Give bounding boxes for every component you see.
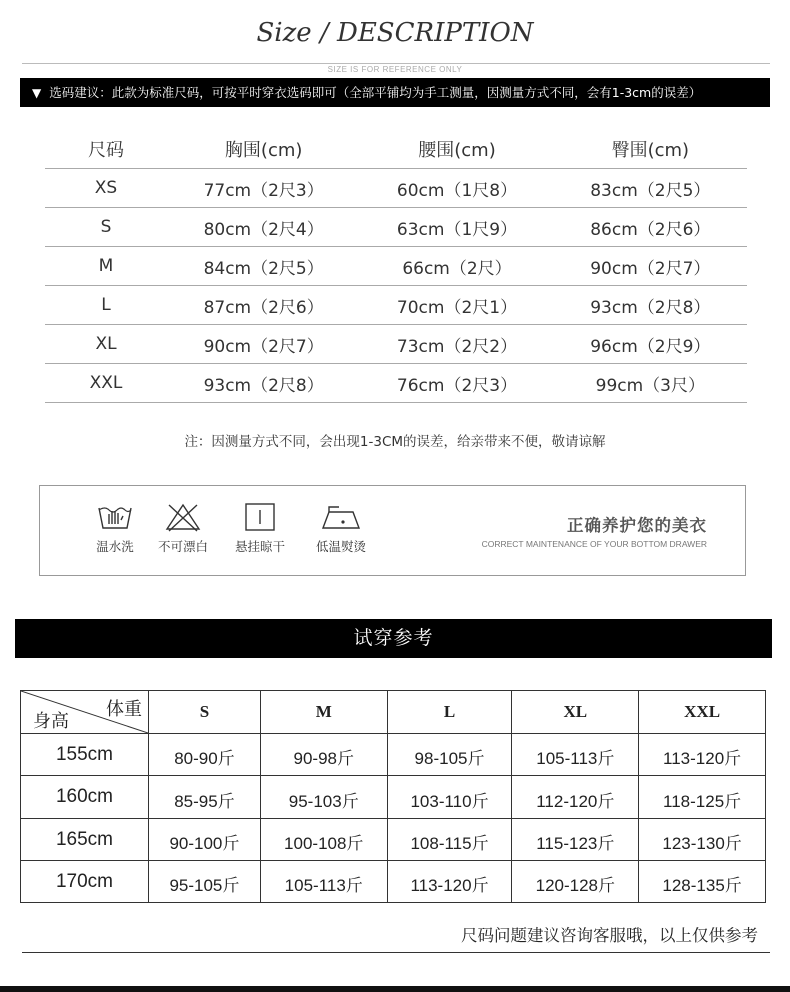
weight-cell: 90-100斤	[149, 818, 261, 860]
weight-cell: 98-105斤	[387, 734, 512, 776]
table-row	[21, 776, 766, 818]
weight-cell: 105-113斤	[260, 860, 387, 902]
waist-cell: 76cm（2尺3）	[360, 364, 553, 403]
size-advice-text: 选码建议：此款为标准尺码，可按平时穿衣选码即可（全部平铺均为手工测量，因测量方式不同，会有1-3cm的误差）	[49, 85, 702, 100]
bust-cell: 77cm（2尺3）	[167, 169, 360, 208]
size-header: XXL	[639, 691, 766, 734]
low-iron-icon	[319, 502, 363, 532]
weight-cell: 103-110斤	[387, 776, 512, 818]
hang-dry-icon	[240, 502, 280, 532]
size-chart-header: 臀围(cm)	[554, 130, 747, 169]
bust-cell: 87cm（2尺6）	[167, 286, 360, 325]
height-cell: 155cm	[21, 734, 149, 776]
bust-cell: 93cm（2尺8）	[167, 364, 360, 403]
no-bleach-icon	[163, 502, 203, 532]
page-title: Size / DESCRIPTION	[256, 18, 534, 48]
bottom-divider	[22, 952, 770, 953]
waist-cell: 70cm（2尺1）	[360, 286, 553, 325]
care-label: 悬挂晾干	[234, 539, 285, 554]
table-row	[21, 818, 766, 860]
hip-cell: 96cm（2尺9）	[554, 325, 747, 364]
height-cell: 165cm	[21, 818, 149, 860]
size-chart-header: 胸围(cm)	[167, 130, 360, 169]
size-advice-bar	[20, 78, 770, 107]
weight-cell: 112-120斤	[512, 776, 639, 818]
weight-cell: 113-120斤	[639, 734, 766, 776]
size-chart-header: 尺码	[45, 130, 167, 169]
weight-cell: 120-128斤	[512, 860, 639, 902]
weight-cell: 113-120斤	[387, 860, 512, 902]
try-on-title-bar: 试穿参考	[15, 619, 772, 658]
care-item-wash	[80, 502, 150, 555]
try-on-header-row	[21, 691, 766, 734]
waist-cell: 66cm（2尺）	[360, 247, 553, 286]
weight-cell: 85-95斤	[149, 776, 261, 818]
weight-cell: 123-130斤	[639, 818, 766, 860]
care-item-dry	[225, 502, 295, 555]
hip-cell: 99cm（3尺）	[554, 364, 747, 403]
size-cell: XL	[45, 325, 167, 364]
care-label: 温水洗	[96, 539, 134, 554]
bust-cell: 90cm（2尺7）	[167, 325, 360, 364]
care-subtitle: CORRECT MAINTENANCE OF YOUR BOTTOM DRAWER	[481, 539, 707, 549]
measurement-footnote: 注：因测量方式不同，会出现1-3CM的误差，给亲带来不便，敬请谅解	[184, 434, 606, 450]
size-chart-header: 腰围(cm)	[360, 130, 553, 169]
size-header: XL	[512, 691, 639, 734]
care-title: 正确养护您的美衣	[567, 516, 707, 535]
table-row	[45, 364, 747, 403]
weight-label: 体重	[106, 699, 142, 720]
waist-cell: 73cm（2尺2）	[360, 325, 553, 364]
table-row	[45, 247, 747, 286]
waist-cell: 63cm（1尺9）	[360, 208, 553, 247]
care-instructions-box	[39, 485, 746, 576]
height-label: 身高	[33, 711, 69, 732]
size-cell: XS	[45, 169, 167, 208]
height-cell: 160cm	[21, 776, 149, 818]
size-chart-header-row	[45, 130, 747, 169]
table-row	[45, 286, 747, 325]
size-header: S	[149, 691, 261, 734]
triangle-down-icon: ▼	[32, 86, 42, 100]
care-label: 低温熨烫	[315, 539, 366, 554]
bust-cell: 80cm（2尺4）	[167, 208, 360, 247]
weight-cell: 128-135斤	[639, 860, 766, 902]
weight-cell: 118-125斤	[639, 776, 766, 818]
table-row	[45, 169, 747, 208]
size-cell: XXL	[45, 364, 167, 403]
bust-cell: 84cm（2尺5）	[167, 247, 360, 286]
table-row	[45, 325, 747, 364]
weight-cell: 100-108斤	[260, 818, 387, 860]
table-row	[45, 208, 747, 247]
weight-cell: 90-98斤	[260, 734, 387, 776]
care-item-iron	[306, 502, 376, 555]
care-item-bleach	[148, 502, 218, 555]
hip-cell: 86cm（2尺6）	[554, 208, 747, 247]
hip-cell: 93cm（2尺8）	[554, 286, 747, 325]
table-row	[21, 860, 766, 902]
weight-cell: 115-123斤	[512, 818, 639, 860]
size-advice-note: 尺码问题建议咨询客服哦，以上仅供参考	[461, 926, 758, 945]
size-chart-table	[45, 130, 747, 403]
height-cell: 170cm	[21, 860, 149, 902]
size-cell: M	[45, 247, 167, 286]
weight-cell: 95-105斤	[149, 860, 261, 902]
size-header: L	[387, 691, 512, 734]
title-subtitle: SIZE IS FOR REFERENCE ONLY	[322, 65, 469, 74]
size-cell: L	[45, 286, 167, 325]
weight-cell: 80-90斤	[149, 734, 261, 776]
corner-cell	[21, 691, 149, 734]
try-on-table	[20, 690, 766, 903]
care-label: 不可漂白	[157, 539, 208, 554]
weight-cell: 95-103斤	[260, 776, 387, 818]
waist-cell: 60cm（1尺8）	[360, 169, 553, 208]
weight-cell: 108-115斤	[387, 818, 512, 860]
size-cell: S	[45, 208, 167, 247]
weight-cell: 105-113斤	[512, 734, 639, 776]
size-header: M	[260, 691, 387, 734]
hand-wash-icon	[95, 502, 135, 532]
hip-cell: 83cm（2尺5）	[554, 169, 747, 208]
hip-cell: 90cm（2尺7）	[554, 247, 747, 286]
bottom-bar	[0, 986, 790, 992]
table-row	[21, 734, 766, 776]
